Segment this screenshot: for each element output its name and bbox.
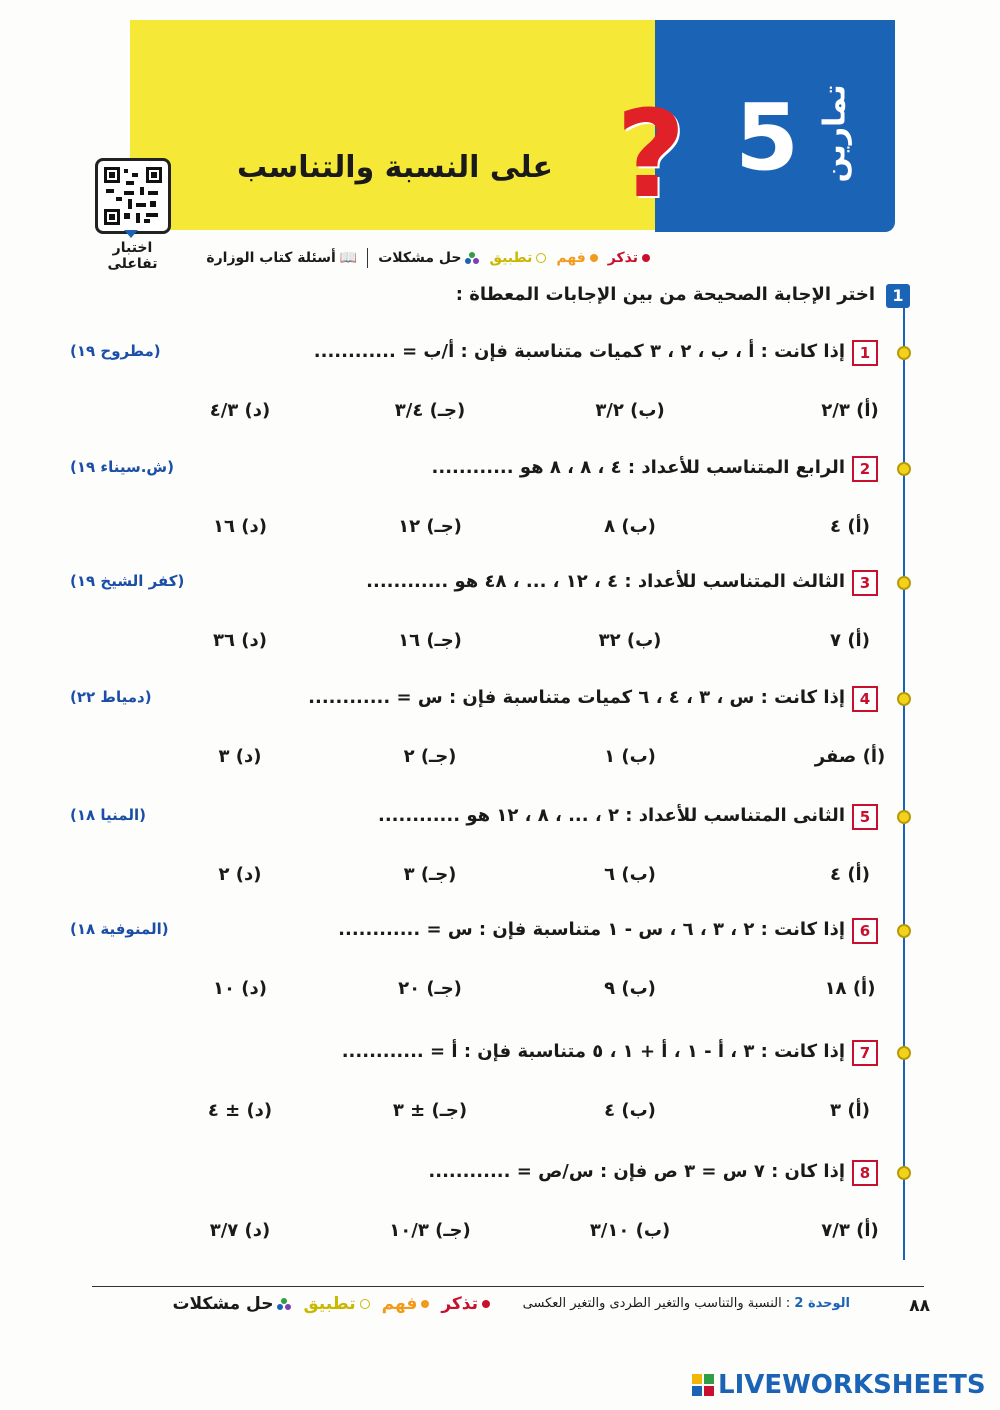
section-number: 1	[886, 284, 910, 308]
question-text: الثانى المتناسب للأعداد : ٢ ، ... ، ٨ ، ١٢ هو ............	[378, 805, 845, 826]
answer-option[interactable]: (ب) ١	[604, 746, 656, 767]
footer-problem-solving: حل مشكلات	[172, 1294, 291, 1314]
answer-option[interactable]: (د) ٣/٧	[209, 1220, 271, 1241]
legend-divider	[367, 248, 368, 268]
qr-pointer-icon	[124, 230, 138, 238]
question-number: 3	[852, 570, 878, 596]
question-marker-dot	[897, 462, 911, 476]
answer-option[interactable]: (جـ) ١٠/٣	[389, 1220, 471, 1241]
answer-option[interactable]: (أ) صفر	[814, 746, 886, 767]
answer-option[interactable]: (جـ) ٢٠	[398, 978, 462, 999]
question-source: (المنوفية ١٨)	[70, 920, 169, 938]
answer-option[interactable]: (جـ) ١٢	[398, 516, 462, 537]
answer-option[interactable]: (أ) ٧/٣	[821, 1220, 879, 1241]
answer-option[interactable]: (د) ٣	[218, 746, 262, 767]
yellow-dot-icon	[360, 1299, 370, 1309]
question-number: 6	[852, 918, 878, 944]
question-marker-dot	[897, 810, 911, 824]
answer-option[interactable]: (ب) ٣٢	[598, 630, 662, 651]
yellow-dot-icon	[536, 253, 546, 263]
answer-option[interactable]: (جـ) ± ٣	[392, 1100, 468, 1121]
answer-option[interactable]: (جـ) ٢	[403, 746, 457, 767]
question-number: 2	[852, 456, 878, 482]
answer-option[interactable]: (ب) ٨	[604, 516, 656, 537]
legend-understand: فهم	[556, 250, 597, 266]
answer-option[interactable]: (ب) ٣/٢	[595, 400, 665, 421]
qr-caption: اختبار تفاعلى	[107, 240, 158, 272]
three-dots-icon	[277, 1298, 291, 1310]
skills-legend	[170, 246, 650, 270]
question-text: إذا كانت : أ ، ب ، ٢ ، ٣ كميات متناسبة فإن : أ/ب = ............	[313, 341, 845, 362]
question-text: إذا كانت : س ، ٣ ، ٤ ، ٦ كميات متناسبة فإن : س = ............	[308, 687, 845, 708]
header-yellow-band	[130, 20, 655, 230]
answer-option[interactable]: (د) ٢	[218, 864, 262, 885]
question-source: (ش.سيناء ١٩)	[70, 458, 174, 476]
question-number: 5	[852, 804, 878, 830]
exercises-label: تمارين	[817, 84, 853, 183]
answer-option[interactable]: (ب) ٣/١٠	[589, 1220, 671, 1241]
answer-option[interactable]: (ب) ٩	[604, 978, 656, 999]
question-number: 1	[852, 340, 878, 366]
orange-dot-icon	[590, 254, 598, 262]
liveworksheets-logo-icon	[692, 1374, 714, 1396]
question-text: إذا كانت : ٣ ، أ - ١ ، أ + ١ ، ٥ متناسبة فإن : أ = ............	[341, 1041, 845, 1062]
answer-option[interactable]: (د) ٣٦	[213, 630, 267, 651]
legend-problem-solving: حل مشكلات	[378, 250, 479, 266]
footer-remember: تذكر	[441, 1294, 490, 1314]
question-source: (المنيا ١٨)	[70, 806, 146, 824]
answer-option[interactable]: (د) ± ٤	[207, 1100, 273, 1121]
qr-code-icon[interactable]	[95, 158, 171, 234]
question-mark-icon: ?	[616, 86, 686, 225]
question-marker-dot	[897, 346, 911, 360]
question-marker-dot	[897, 924, 911, 938]
red-dot-icon	[482, 1300, 490, 1308]
answer-option[interactable]: (أ) ١٨	[824, 978, 876, 999]
question-source: (كفر الشيخ ١٩)	[70, 572, 185, 590]
answer-option[interactable]: (أ) ٤	[830, 516, 870, 537]
question-text: إذا كانت : ٢ ، ٣ ، ٦ ، س - ١ متناسبة فإن : س = ............	[338, 919, 845, 940]
question-marker-dot	[897, 1046, 911, 1060]
question-text: الثالث المتناسب للأعداد : ٤ ، ١٢ ، ... ، ٤٨ هو ............	[366, 571, 845, 592]
answer-option[interactable]: (د) ٤/٣	[209, 400, 271, 421]
question-number: 4	[852, 686, 878, 712]
unit-title: : النسبة والتناسب والتغير الطردى والتغير العكسى	[522, 1296, 791, 1311]
question-text: إذا كان : ٧ س = ٣ ص فإن : س/ص = ............	[428, 1161, 845, 1182]
footer-understand: فهم	[382, 1294, 430, 1314]
answer-option[interactable]: (جـ) ٣	[403, 864, 457, 885]
red-dot-icon	[642, 254, 650, 262]
page-number: ٨٨	[909, 1296, 930, 1316]
answer-option[interactable]: (د) ١٦	[213, 516, 267, 537]
exercise-number: 5	[735, 84, 800, 191]
legend-remember: تذكر	[608, 250, 650, 266]
answer-option[interactable]: (جـ) ٣/٤	[394, 400, 466, 421]
answer-option[interactable]: (أ) ٢/٣	[821, 400, 879, 421]
footer-apply: تطبيق	[303, 1294, 369, 1314]
orange-dot-icon	[421, 1300, 429, 1308]
unit-label: الوحدة 2	[794, 1296, 850, 1311]
watermark-text: LIVEWORKSHEETS	[718, 1370, 986, 1400]
answer-option[interactable]: (ب) ٦	[604, 864, 656, 885]
question-source: (دمياط ٢٢)	[70, 688, 152, 706]
book-icon: 📖	[339, 250, 358, 266]
footer-divider	[92, 1286, 924, 1287]
three-dots-icon	[465, 252, 479, 264]
question-marker-dot	[897, 576, 911, 590]
question-number: 8	[852, 1160, 878, 1186]
answer-option[interactable]: (أ) ٣	[830, 1100, 870, 1121]
section-title: اختر الإجابة الصحيحة من بين الإجابات المعطاة :	[455, 284, 875, 305]
question-marker-dot	[897, 1166, 911, 1180]
answer-option[interactable]: (جـ) ١٦	[398, 630, 462, 651]
answer-option[interactable]: (أ) ٧	[830, 630, 870, 651]
question-marker-dot	[897, 692, 911, 706]
answer-option[interactable]: (د) ١٠	[213, 978, 267, 999]
legend-apply: تطبيق	[489, 250, 546, 266]
page-title: على النسبة والتناسب	[237, 150, 553, 185]
answer-option[interactable]: (ب) ٤	[604, 1100, 656, 1121]
question-text: الرابع المتناسب للأعداد : ٤ ، ٨ ، ٨ هو ............	[431, 457, 845, 478]
footer-unit	[500, 1296, 850, 1311]
answer-option[interactable]: (أ) ٤	[830, 864, 870, 885]
question-number: 7	[852, 1040, 878, 1066]
question-source: (مطروح ١٩)	[70, 342, 161, 360]
footer-legend	[90, 1292, 490, 1316]
legend-ministry: 📖أسئلة كتاب الوزارة	[206, 250, 358, 266]
